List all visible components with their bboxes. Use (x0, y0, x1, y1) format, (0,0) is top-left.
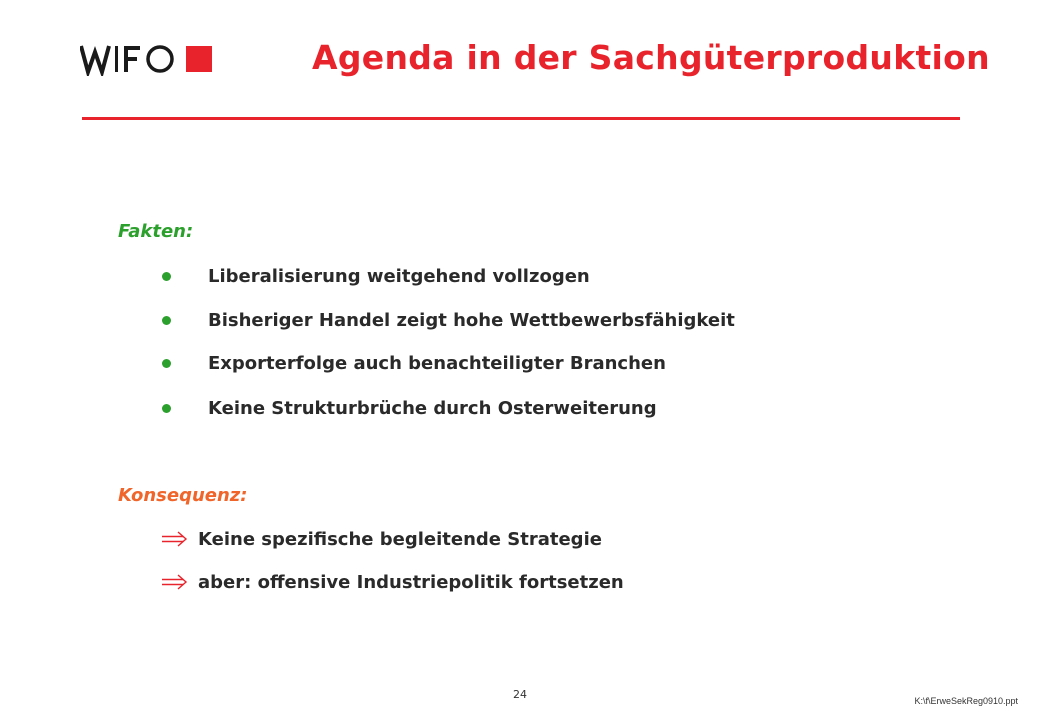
list-item (162, 396, 657, 420)
list-item-text: Liberalisierung weitgehend vollzogen (208, 265, 590, 287)
list-item (162, 308, 735, 332)
double-right-arrow-icon (162, 574, 190, 590)
bullet-dot-icon (162, 359, 171, 368)
facts-heading: Fakten: (118, 221, 194, 242)
bullet-dot-icon (162, 272, 171, 281)
consequence-heading: Konsequenz: (118, 485, 248, 506)
list-item-text: Keine spezifische begleitende Strategie (198, 528, 602, 550)
list-item-text: Exporterfolge auch benachteiligter Branchen (208, 352, 666, 374)
double-right-arrow-icon (162, 531, 190, 547)
list-item-text: Keine Strukturbrüche durch Osterweiterung (208, 397, 657, 419)
list-item (162, 264, 590, 288)
bullet-dot-icon (162, 316, 171, 325)
page-number: 24 (513, 688, 527, 701)
list-item (162, 351, 666, 375)
page-title: Agenda in der Sachgüterproduktion (312, 38, 990, 77)
list-item (162, 570, 624, 594)
wifo-logo-graphic (80, 42, 226, 76)
list-item (162, 527, 602, 551)
list-item-text: aber: offensive Industriepolitik fortsetzen (198, 571, 624, 593)
wifo-logo (80, 38, 226, 80)
bullet-dot-icon (162, 404, 171, 413)
title-divider (82, 117, 960, 120)
file-reference: K:\f\ErweSekReg0910.ppt (914, 696, 1018, 706)
list-item-text: Bisheriger Handel zeigt hohe Wettbewerbsfähigkeit (208, 309, 735, 331)
